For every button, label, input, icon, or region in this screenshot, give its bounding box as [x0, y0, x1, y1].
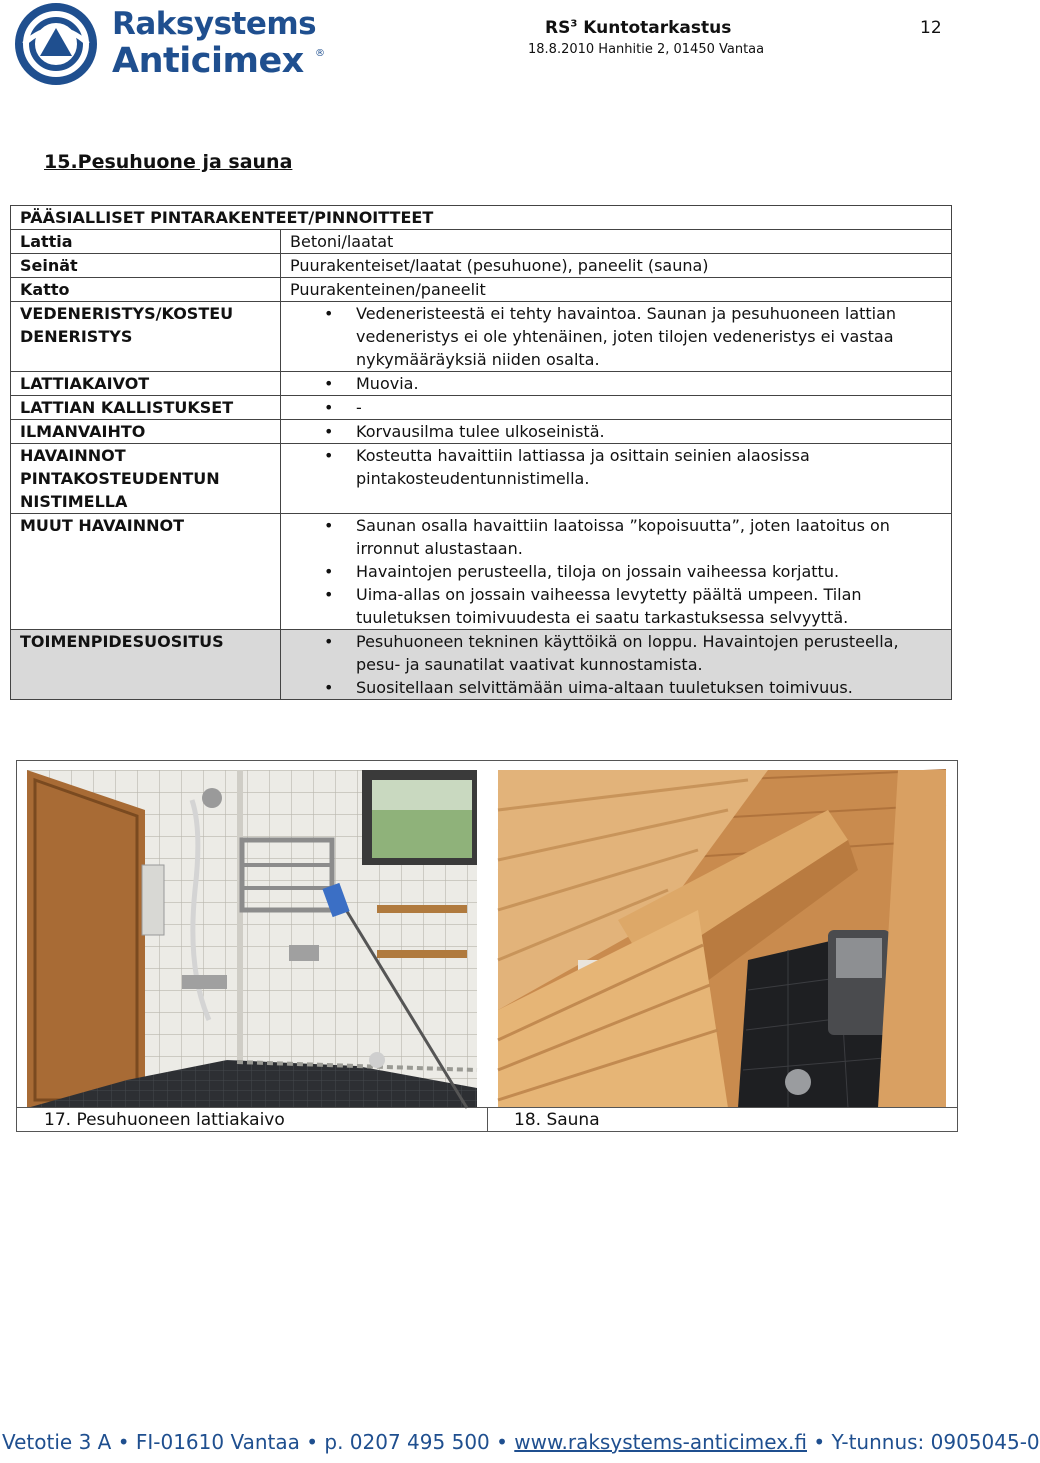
footer-postal: FI-01610 Vantaa [135, 1430, 300, 1454]
list-item: • Havaintojen perusteella, tiloja on jossain vaiheessa korjattu. [290, 560, 921, 583]
logo-registered-mark: ® [315, 48, 325, 59]
table-row [11, 372, 952, 396]
document-title-rest: Kuntotarkastus [583, 18, 732, 38]
row-label: Katto [11, 278, 281, 302]
footer-business-id: Y-tunnus: 0905045-0 [831, 1430, 1040, 1454]
list-item: • Saunan osalla havaittiin laatoissa ”kopoisuutta”, joten laatoitus on irronnut alustastaan. [290, 514, 921, 560]
table-row [11, 230, 952, 254]
list-item: • Uima-allas on jossain vaiheessa levytetty päältä umpeen. Tilan tuuletuksen toimivuudesta ei saatu tarkastuksessa selvyyttä. [290, 583, 921, 629]
sauna-photo [498, 770, 946, 1108]
table-row-recommendation [11, 630, 952, 700]
table-row [11, 254, 952, 278]
table-heading-row [11, 206, 952, 230]
list-item: • Pesuhuoneen tekninen käyttöikä on loppu. Havaintojen perusteella, pesu- ja saunatilat vaativat kunnostamista. [290, 630, 921, 676]
bullet-list [290, 514, 951, 629]
table-row [11, 278, 952, 302]
row-label: TOIMENPIDESUOSITUS [11, 630, 281, 700]
row-label: Seinät [11, 254, 281, 278]
bullet-list [290, 444, 951, 490]
row-label: LATTIAKAIVOT [11, 372, 281, 396]
page-footer [2, 1430, 1040, 1454]
table-row [11, 302, 952, 372]
table-row [11, 396, 952, 420]
caption-divider [487, 1108, 488, 1132]
bullet-list [290, 372, 951, 395]
row-label: VEDENERISTYS/KOSTEU DENERISTYS [11, 302, 281, 372]
row-label: LATTIAN KALLISTUKSET [11, 396, 281, 420]
right-photo-caption: 18. Sauna [514, 1110, 600, 1130]
footer-phone: p. 0207 495 500 [324, 1430, 490, 1454]
document-subtitle: 18.8.2010 Hanhitie 2, 01450 Vantaa [528, 42, 765, 57]
footer-website-link[interactable]: www.raksystems-anticimex.fi [514, 1430, 807, 1454]
document-title [545, 18, 731, 38]
list-item: • Korvausilma tulee ulkoseinistä. [290, 420, 921, 443]
company-logo [10, 4, 325, 84]
logo-text-anticimex: Anticimex [112, 41, 304, 81]
row-value: Puurakenteiset/laatat (pesuhuone), paneelit (sauna) [281, 254, 952, 278]
footer-separator: • [117, 1430, 136, 1454]
left-photo-caption: 17. Pesuhuoneen lattiakaivo [44, 1110, 285, 1130]
row-value: Betoni/laatat [281, 230, 952, 254]
row-label: HAVAINNOT PINTAKOSTEUDENTUN NISTIMELLA [11, 444, 281, 514]
photo-table [16, 760, 958, 1132]
table-heading: PÄÄSIALLISET PINTARAKENTEET/PINNOITTEET [11, 206, 952, 230]
caption-row [17, 1107, 957, 1132]
footer-separator: • [813, 1430, 832, 1454]
row-value: Puurakenteinen/paneelit [281, 278, 952, 302]
bullet-list [290, 302, 951, 371]
section-title: 15.Pesuhuone ja sauna [44, 151, 293, 173]
inspection-table [10, 205, 952, 700]
bullet-list [290, 396, 951, 419]
list-item: • Suositellaan selvittämään uima-altaan tuuletuksen toimivuus. [290, 676, 921, 699]
document-title-prefix: RS [545, 18, 571, 38]
bullet-list [290, 420, 951, 443]
bullet-list [290, 630, 951, 699]
document-title-superscript: 3 [570, 18, 578, 30]
footer-separator: • [306, 1430, 325, 1454]
table-row [11, 514, 952, 630]
row-label: ILMANVAIHTO [11, 420, 281, 444]
logo-emblem-icon [10, 4, 106, 84]
list-item: • Vedeneristeestä ei tehty havaintoa. Saunan ja pesuhuoneen lattian vedeneristys ei ole yhtenäinen, joten tilojen vedeneristys ei vastaa nykymääräyksiä niiden osalta. [290, 302, 921, 371]
list-item: • Muovia. [290, 372, 921, 395]
list-item: • Kosteutta havaittiin lattiassa ja osittain seinien alaosissa pintakosteudentunnistimella. [290, 444, 921, 490]
row-label: Lattia [11, 230, 281, 254]
footer-address: Vetotie 3 A [2, 1430, 112, 1454]
table-row [11, 420, 952, 444]
logo-text-raksystems: Raksystems [112, 6, 317, 42]
bathroom-photo [27, 770, 477, 1108]
row-label: MUUT HAVAINNOT [11, 514, 281, 630]
footer-separator: • [496, 1430, 515, 1454]
table-row [11, 444, 952, 514]
page-number: 12 [920, 18, 942, 38]
list-item: • - [290, 396, 921, 419]
